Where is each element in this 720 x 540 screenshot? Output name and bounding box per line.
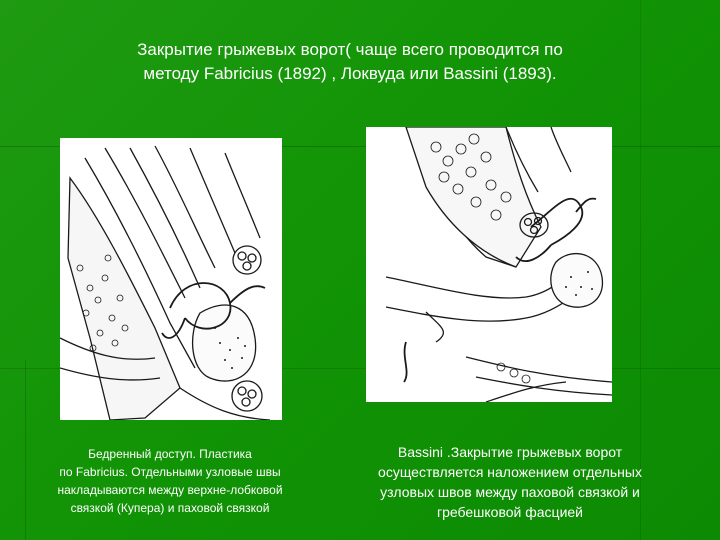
bassini-drawing (366, 127, 612, 402)
caption-line: осуществляется наложением отдельных (378, 464, 642, 480)
slide-title (80, 38, 620, 86)
decor-line (25, 360, 26, 540)
caption-line: узловых швов между паховой связкой и (380, 484, 640, 500)
caption-line: гребешковой фасцией (437, 504, 583, 520)
caption-line: Bassini .Закрытие грыжевых ворот (397, 444, 623, 460)
caption-line: Бедренный доступ. Пластика (88, 447, 252, 461)
fabricius-drawing (60, 138, 282, 420)
fabricius-caption (30, 445, 310, 517)
caption-line: по Fabricius. Отдельными узловые швы (59, 465, 281, 479)
caption-line: связкой (Купера) и паховой связкой (70, 501, 270, 515)
slide-title-line: Закрытие грыжевых ворот( чаще всего проводится по (137, 40, 563, 59)
fabricius-illustration (60, 138, 282, 420)
bassini-caption (345, 442, 675, 522)
bassini-illustration (366, 127, 612, 402)
caption-line: накладываются между верхне-лобковой (57, 483, 283, 497)
slide-title-line: методу Fabricius (1892) , Локвуда или Bassini (1893). (143, 64, 557, 83)
